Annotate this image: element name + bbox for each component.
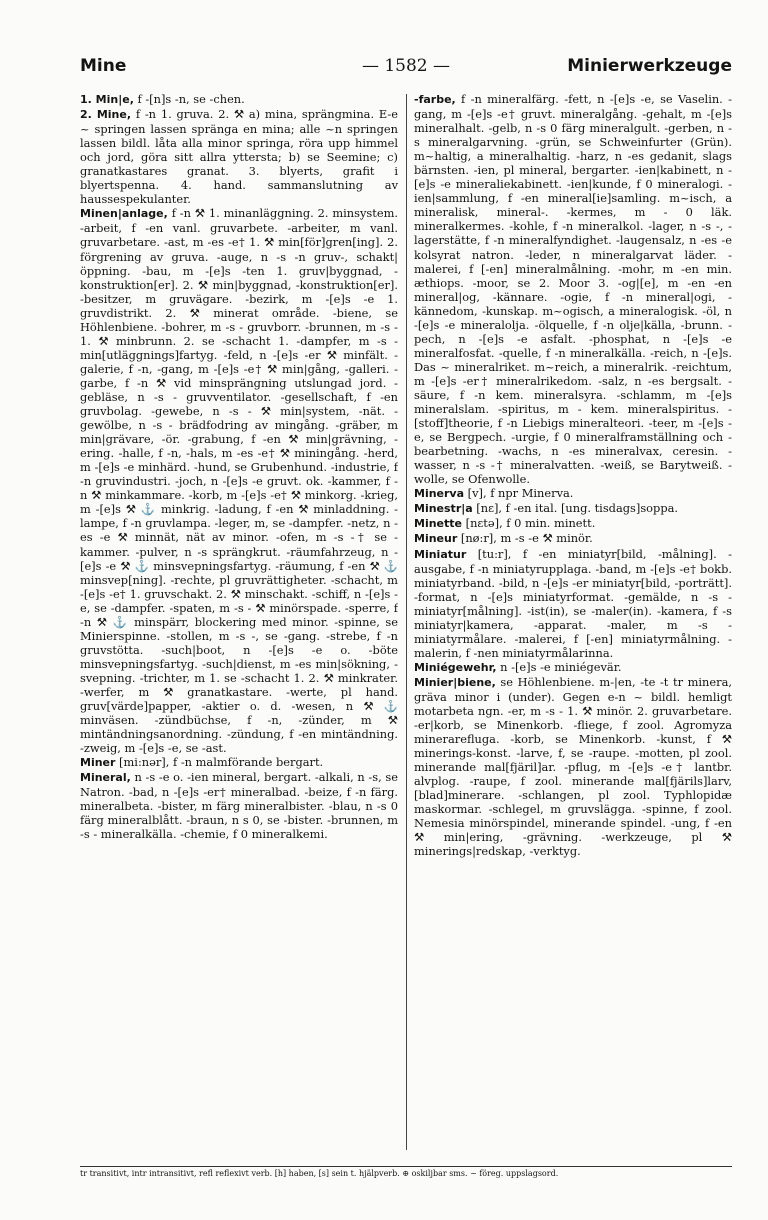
abbreviation-legend: tr transitivt, intr intransitivt, refl reflexivt verb. [h] haben, [s] sein t. hjälpverb. ⊕ oskiljbar sms. ~ föreg. uppslagsord. bbox=[80, 1166, 732, 1183]
dictionary-entry bbox=[414, 675, 732, 859]
entry-text: f -n mineralfärg. -fett, n -[e]s -e, se Vaselin. -gang, m -[e]s -e† gruvt. mineralgång. -gehalt, m -[e]s mineralhalt. -gelb, n -s 0 färg mineralgult. -gerben, n -s mineralgarvning. -grün, se Schweinfurter (Grün). m~haltig, a mineralhaltig. -harz, n -es gedanit, slags bärnsten. -ien, pl mineral, bergarter. -ien|kabinett, n -[e]s -e mineraliekabinett. -ien|kunde, f 0 mineralogi. -ien|sammlung, f -en mineral[ie]samling. m~isch, a mineralisk, mineral-. -kermes, m - 0 läk. mineralkermes. -kohle, f -n mineralkol. -lager, n -s -, -lagerstätte, f -n mineralfyndighet. -laugensalz, n -es -e kolsyrat natron. -leder, n mineralgarvat läder. -malerei, f [-en] mineralmålning. -mohr, m -en min. æthiops. -moor, se 2. Moor 3. -og|[e], m -en -en mineral|og, -kännare. -ogie, f -n mineral|ogi, -kännedom, -kunskap. m~ogisch, a mineralogisk. -öl, n -[e]s -e mineralolja. -ölquelle, f -n olje|källa, -brunn. -pech, n -[e]s -e asfalt. -phosphat, n -[e]s -e mineralfosfat. -quelle, f -n mineralkälla. -reich, n -[e]s. Das ~ mineralriket. m~reich, a mineralrik. -reichtum, m -[e]s -er† mineralrikedom. -salz, n -es bergsalt. -säure, f -n kem. mineralsyra. -schlamm, m -[e]s mineralslam. -spiritus, m - kem. mineralspiritus. -[stoff]theorie, f -n Liebigs mineralteori. -teer, m -[e]s -e, se Bergpech. -urgie, f 0 mineralframställning och -bearbetning. -wachs, n -es mineralvax, ceresin. -wasser, n -s -† mineralvatten. -weiß, se Barytweiß. -wolle, se Ofenwolle. bbox=[414, 92, 732, 487]
entry-text: f -n 1. gruva. 2. ⚒ a) mina, sprängmina. E-e ~ springen lassen spränga en mina; alle ~n springen lassen bildl. låta alla minor springa, röra upp himmel och jord, göra sitt allra yttersta; b) se Seemine; c) granatkastares granat. 3. blyerts, grafit i blyertspenna. 4. hand. sammanslutning av haussespekulanter. bbox=[80, 107, 398, 207]
dictionary-entry bbox=[414, 92, 732, 486]
dictionary-entry bbox=[414, 501, 732, 516]
dictionary-entry bbox=[80, 770, 398, 841]
entry-text: [nɛtə], f 0 min. minett. bbox=[462, 516, 596, 531]
header-right-guideword: Minierwerkzeuge bbox=[567, 56, 732, 76]
dictionary-entry bbox=[80, 755, 398, 770]
entry-headword: Miniatur bbox=[414, 547, 467, 561]
entry-headword: Mineral, bbox=[80, 771, 131, 785]
right-column bbox=[414, 92, 732, 1154]
entry-headword: Miniégewehr, bbox=[414, 660, 497, 674]
left-column bbox=[80, 92, 398, 1154]
entry-text: f -n ⚒ 1. minanläggning. 2. minsystem. -arbeit, f -en vanl. gruvarbete. -arbeiter, m vanl. gruvarbetare. -ast, m -es -e† 1. ⚒ min[för]gren[ing]. 2. förgrening av gruva. -auge, n -s -n gruv-, schakt|öppning. -bau, m -[e]s -ten 1. gruv|byggnad, -konstruktion[er]. 2. ⚒ min|byggnad, -konstruktion[er]. -besitzer, m gruvägare. -bezirk, m -[e]s -e 1. gruvdistrikt. 2. ⚒ minerat område. -biene, se Höhlenbiene. -bohrer, m -s - gruvborr. -brunnen, m -s - 1. ⚒ minbrunn. 2. se -schacht 1. -dampfer, m -s - min[utläggnings]fartyg. -feld, n -[e]s -er ⚒ minfält. -galerie, f -n, -gang, m -[e]s -e† ⚒ min|gång, -galleri. -garbe, f -n ⚒ vid minsprängning utslungad jord. -gebläse, n -s - gruvventilator. -gesellschaft, f -en gruvbolag. -gewebe, n -s - ⚒ min|system, -nät. -gewölbe, n -s - brädfodring av mingång. -gräber, m min|grävare, -ör. -grabung, f -en ⚒ min|grävning, -ering. -halle, f -n, -hals, m -es -e† ⚒ miningång. -herd, m -[e]s -e minhärd. -hund, se Grubenhund. -industrie, f -n gruvindustri. -joch, n -[e]s -e gruvt. ok. -kammer, f -n ⚒ minkammare. -korb, m -[e]s -e† ⚒ minkorg. -krieg, m -[e]s ⚒ ⚓ minkrig. -ladung, f -en ⚒ minladdning. -lampe, f -n gruvlampa. -leger, m, se -dampfer. -netz, n -es -e ⚒ minnät, nät av minor. -ofen, m -s -† se -kammer. -pulver, n -s sprängkrut. -räumfahrzeug, n -[e]s -e ⚒ ⚓ minsvepningsfartyg. -räumung, f -en ⚒ ⚓ minsvep[ning]. -rechte, pl gruvrättigheter. -schacht, m -[e]s -e† 1. gruvschakt. 2. ⚒ minschakt. -schiff, n -[e]s -e, se -dampfer. -spaten, m -s - ⚒ minörspade. -sperre, f -n ⚒ ⚓ minspärr, blockering med minor. -spinne, se Minierspinne. -stollen, m -s -, se -gang. -strebe, f -n gruvstötta. -such|boot, n -[e]s -e o. -böte minsvepningsfartyg. -such|dienst, m -es min|sökning, -svepning. -trichter, m 1. se -schacht 1. 2. ⚒ minkrater. -werfer, m ⚒ granatkastare. -werte, pl hand. gruv[värde]papper, -aktier o. d. -wesen, n ⚒ ⚓ minväsen. -zündbüchse, f -n, -zünder, m ⚒ mintändningsanordning. -zündung, f -en mintändning. -zweig, m -[e]s -e, se -ast. bbox=[80, 206, 398, 756]
dictionary-entry bbox=[414, 547, 732, 660]
entry-headword: 1. Min|e, bbox=[80, 93, 134, 106]
column-divider bbox=[406, 94, 407, 1150]
page-header bbox=[80, 56, 732, 82]
entry-headword: Minen|anlage, bbox=[80, 207, 168, 221]
entry-text: [tu:r], f -en miniatyr[bild, -målning]. -ausgabe, f -n miniatyrupplaga. -band, m -[e]s -e† bokb. miniatyrband. -bild, n -[e]s -er miniatyr[bild, -porträtt]. -format, n -[e]s miniatyrformat. -gemälde, n -s - miniatyr[målning]. -ist(in), se -maler(in). -kamera, f -s miniatyr|kamera, -apparat. -maler, m -s - miniatyrmålare. -malerei, f [-en] miniatyrmålning. -malerin, f -nen miniatyrmålarinna. bbox=[414, 546, 732, 660]
entry-text: se Höhlenbiene. m-|en, -te -t tr minera, gräva minor i (under). Gegen e-n ~ bildl. hemligt motarbeta ngn. -er, m -s - 1. ⚒ minör. 2. gruvarbetare. -er|korb, se Minenkorb. -fliege, f zool. Agromyza minerarefluga. -korb, se Minenkorb. -kunst, f ⚒ minerings-konst. -larve, f, se -raupe. -motten, pl zool. minerande mal[fjäril]ar. -pflug, m -[e]s -e† lantbr. alvplog. -raupe, f zool. minerande mal[fjärils]larv, [blad]minerare. -schlangen, pl zool. Typhlopidæ maskormar. -schlegel, m gruvslägga. -spinne, f zool. Nemesia minörspindel, minerande spindel. -ung, f -en ⚒ min|ering, -grävning. -werkzeuge, pl ⚒ minerings|redskap, -verktyg. bbox=[414, 674, 732, 859]
entry-headword: Minestr|a bbox=[414, 502, 473, 516]
entry-headword: Minette bbox=[414, 517, 462, 531]
dictionary-entry bbox=[80, 107, 398, 206]
entry-text: [mi:nər], f -n malmförande bergart. bbox=[115, 755, 324, 770]
dictionary-entry bbox=[414, 516, 732, 531]
entry-headword: -farbe, bbox=[414, 93, 456, 106]
entry-text: [v], f npr Minerva. bbox=[464, 486, 574, 501]
dictionary-entry bbox=[414, 660, 732, 675]
entry-headword: Minerva bbox=[414, 487, 465, 501]
dictionary-entry bbox=[80, 206, 398, 755]
entry-text: [nø:r], m -s -e ⚒ minör. bbox=[457, 531, 593, 546]
page-number: — 1582 — bbox=[361, 56, 451, 76]
dictionary-entry bbox=[80, 92, 398, 107]
entry-headword: Miner bbox=[80, 756, 116, 770]
dictionary-entry bbox=[414, 531, 732, 546]
entry-text: f -[n]s -n, se -chen. bbox=[133, 92, 245, 106]
entry-headword: Minier|biene, bbox=[414, 675, 496, 689]
entry-text: [nɛ], f -en ital. [ung. tisdags]soppa. bbox=[472, 501, 679, 516]
dictionary-entry bbox=[414, 486, 732, 501]
entry-headword: 2. Mine, bbox=[80, 108, 132, 122]
entry-text: n -s -e o. -ien mineral, bergart. -alkali, n -s, se Natron. -bad, n -[e]s -er† mineralbad. -beize, f -n färg. mineralbeta. -bister, m färg mineralbister. -blau, n -s 0 färg mineralblått. -braun, n s 0, se -bister. -brunnen, m -s - mineralkälla. -chemie, f 0 mineralkemi. bbox=[80, 770, 398, 842]
entry-text: n -[e]s -e miniégevär. bbox=[496, 659, 622, 674]
dictionary-columns bbox=[80, 92, 732, 1154]
header-left-guideword: Mine bbox=[80, 56, 127, 76]
entry-headword: Mineur bbox=[414, 532, 458, 546]
